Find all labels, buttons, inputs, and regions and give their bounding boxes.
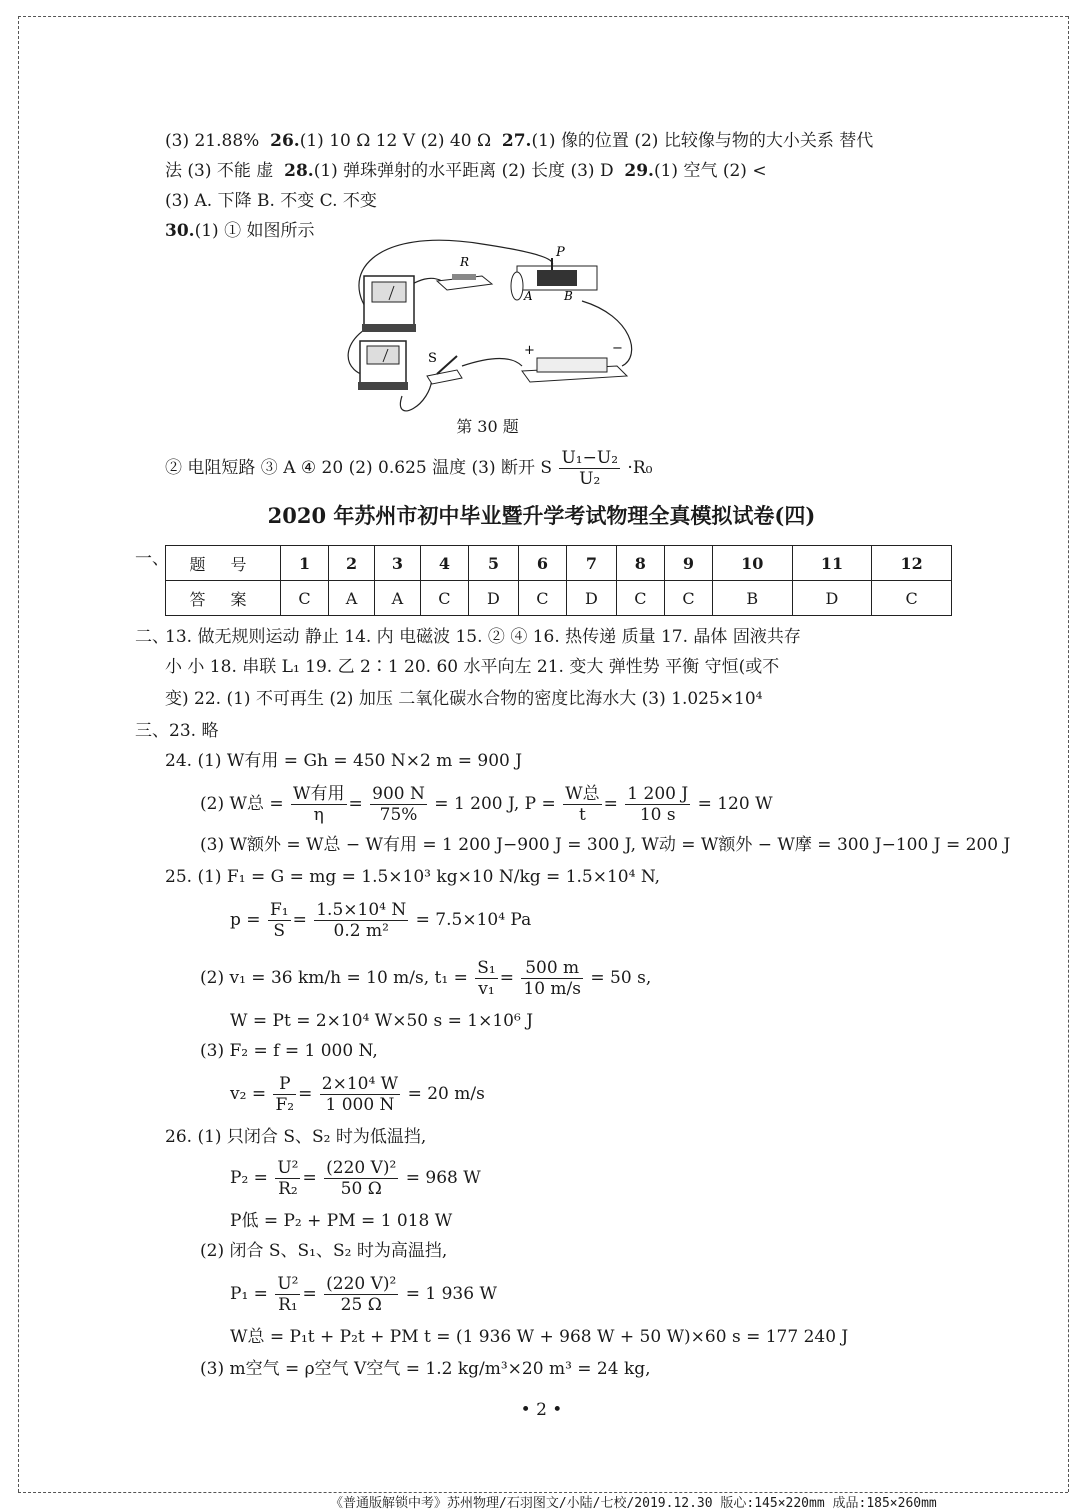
fraction: $\frac{500 m}{10 m/s}$ bbox=[523, 958, 581, 999]
table-cell: 7 bbox=[566, 546, 616, 581]
answer-line-5: ② 电阻短路 ③ A ④ 20 (2) 0.625 温度 (3) 断开 S $\frac{\text{U₁−U₂}}{\text{U₂}}$ ·R₀ bbox=[165, 448, 653, 489]
table-cell: D bbox=[792, 581, 872, 616]
fraction: $\frac{\text{U²}}{\text{R₁}}$ bbox=[277, 1274, 299, 1315]
q25-part1: 25. (1) F₁ = G = mg = 1.5×10³ kg×10 N/kg = 1.5×10⁴ N, bbox=[165, 867, 661, 887]
section-2-line-1: 13. 做无规则运动 静止 14. 内 电磁波 15. ② ④ 16. 热传递 质量 17. 晶体 固液共存 bbox=[165, 627, 801, 647]
table-row bbox=[166, 581, 952, 616]
table-cell: 10 bbox=[712, 546, 792, 581]
resistor-icon bbox=[437, 255, 492, 290]
q25-part3: (3) F₂ = f = 1 000 N, bbox=[200, 1041, 378, 1061]
fraction: $\frac{\text{1.5×10⁴ N}}{\text{0.2 m²}}$ bbox=[316, 900, 407, 941]
label-B: B bbox=[564, 289, 573, 303]
page-border-left bbox=[18, 16, 19, 1492]
q25-velocity: v₂ = $\frac{P}{\text{F₂}}$ = $\frac{\text{2×10⁴ W}}{1 000 N}$ = 20 m/s bbox=[230, 1074, 485, 1115]
page-number: • 2 • bbox=[520, 1400, 563, 1420]
battery-icon bbox=[522, 341, 627, 382]
q26-p2: P₂ = $\frac{\text{U²}}{\text{R₂}}$ = $\frac{\text{(220 V)²}}{50 \Omega}$ = 968 W bbox=[230, 1158, 481, 1199]
table-cell: C bbox=[872, 581, 952, 616]
section-1-label: 一、 bbox=[135, 549, 169, 569]
label-minus: − bbox=[612, 341, 623, 356]
voltmeter-icon bbox=[362, 276, 416, 332]
table-cell: A bbox=[329, 581, 375, 616]
label-R: R bbox=[460, 255, 470, 269]
fraction: $\frac{1 200 J}{10 s}$ bbox=[627, 784, 689, 825]
table-cell: D bbox=[566, 581, 616, 616]
table-cell: C bbox=[616, 581, 664, 616]
table-cell: 11 bbox=[792, 546, 872, 581]
answer-line-2: 法 (3) 不能 虚 28.(1) 弹珠弹射的水平距离 (2) 长度 (3) D 29.(1) 空气 (2) < bbox=[165, 161, 767, 181]
page-border-right bbox=[1068, 16, 1069, 1492]
fraction: $\frac{\text{S₁}}{\text{v₁}}$ bbox=[477, 958, 496, 999]
label-plus: + bbox=[524, 343, 535, 358]
q26-wtotal: W总 = P₁t + P₂t + PM t = (1 936 W + 968 W + 50 W)×60 s = 177 240 J bbox=[230, 1327, 849, 1347]
table-cell: C bbox=[281, 581, 329, 616]
table-cell: D bbox=[468, 581, 518, 616]
label-A: A bbox=[524, 289, 533, 303]
table-cell: 6 bbox=[518, 546, 566, 581]
fraction: $\frac{\text{2×10⁴ W}}{1 000 N}$ bbox=[321, 1074, 399, 1115]
circuit-figure bbox=[332, 236, 642, 416]
table-cell: 2 bbox=[329, 546, 375, 581]
table-cell: 5 bbox=[468, 546, 518, 581]
q26-part1: 26. (1) 只闭合 S、S₂ 时为低温挡, bbox=[165, 1127, 427, 1147]
q26-part3: (3) m空气 = ρ空气 V空气 = 1.2 kg/m³×20 m³ = 24 kg, bbox=[200, 1359, 651, 1379]
answer-line-1: (3) 21.88% 26.(1) 10 Ω 12 V (2) 40 Ω 27.(1) 像的位置 (2) 比较像与物的大小关系 替代 bbox=[165, 131, 874, 151]
label-P: P bbox=[556, 245, 565, 260]
q25-pressure: p = $\frac{\text{F₁}}{S}$ = $\frac{\text{1.5×10⁴ N}}{\text{0.2 m²}}$ = 7.5×10⁴ Pa bbox=[230, 900, 532, 941]
figure-caption: 第 30 题 bbox=[456, 417, 519, 436]
table-cell: B bbox=[712, 581, 792, 616]
table-cell: 1 bbox=[281, 546, 329, 581]
table-cell: 8 bbox=[616, 546, 664, 581]
q25-part2: (2) v₁ = 36 km/h = 10 m/s, t₁ = $\frac{\text{S₁}}{\text{v₁}}$ = $\frac{500 m}{10 m/s}$ = 50 s, bbox=[200, 958, 652, 999]
answer-table bbox=[165, 545, 952, 616]
print-footer: 《普通版解锁中考》苏州物理/石羽图文/小陆/七校/2019.12.30 版心:145×220mm 成品:185×260mm bbox=[330, 1496, 937, 1511]
section-2-label: 二、 bbox=[135, 627, 169, 647]
table-cell: C bbox=[420, 581, 468, 616]
fraction: $\frac{\text{W有用}}{\eta}$ bbox=[293, 784, 345, 825]
fraction: $\frac{\text{U²}}{\text{R₂}}$ bbox=[277, 1158, 299, 1199]
table-cell: 3 bbox=[374, 546, 420, 581]
table-cell: 4 bbox=[420, 546, 468, 581]
answer-line-3: (3) A. 下降 B. 不变 C. 不变 bbox=[165, 191, 377, 211]
table-cell: A bbox=[374, 581, 420, 616]
fraction: $\frac{900 N}{75\%}$ bbox=[372, 784, 425, 825]
section-2-line-3: 变) 22. (1) 不可再生 (2) 加压 二氧化碳水合物的密度比海水大 (3) 1.025×10⁴ bbox=[165, 689, 763, 709]
q25-work: W = Pt = 2×10⁴ W×50 s = 1×10⁶ J bbox=[230, 1011, 534, 1031]
table-cell: C bbox=[518, 581, 566, 616]
q26-p1: P₁ = $\frac{\text{U²}}{\text{R₁}}$ = $\frac{\text{(220 V)²}}{25 \Omega}$ = 1 936 W bbox=[230, 1274, 497, 1315]
fraction: $\frac{\text{(220 V)²}}{50 \Omega}$ bbox=[326, 1158, 397, 1199]
fraction: $\frac{P}{\text{F₂}}$ bbox=[275, 1074, 295, 1115]
switch-icon bbox=[427, 351, 462, 384]
table-row bbox=[166, 546, 952, 581]
fraction: $\frac{\text{W总}}{t}$ bbox=[565, 784, 600, 825]
section-3-line: 三、23. 略 bbox=[135, 721, 219, 741]
answer-line-4: 30.(1) ① 如图所示 bbox=[165, 221, 315, 241]
table-header-answer: 答 案 bbox=[166, 581, 281, 616]
fraction: $\frac{\text{F₁}}{S}$ bbox=[269, 900, 289, 941]
q26-part2: (2) 闭合 S、S₁、S₂ 时为高温挡, bbox=[200, 1241, 448, 1261]
q24-part3: (3) W额外 = W总 − W有用 = 1 200 J−900 J = 300 J, W动 = W额外 − W摩 = 300 J−100 J = 200 J bbox=[200, 835, 1011, 855]
q26-plow: P低 = P₂ + PM = 1 018 W bbox=[230, 1211, 453, 1231]
q24-part2: (2) W总 = $\frac{\text{W有用}}{\eta}$ = $\frac{900 N}{75\%}$ = 1 200 J, P = $\frac{\text{W总}}{t}$ = $\frac{1 200 J}{10 s}$ = 120 W bbox=[200, 784, 773, 825]
rheostat-icon bbox=[511, 245, 597, 303]
page-border-top bbox=[18, 16, 1068, 17]
table-cell: 12 bbox=[872, 546, 952, 581]
exam-title: 2020 年苏州市初中毕业暨升学考试物理全真模拟试卷(四) bbox=[267, 503, 816, 528]
table-header-number: 题 号 bbox=[166, 546, 281, 581]
label-S: S bbox=[428, 351, 437, 366]
section-2-line-2: 小 小 18. 串联 L₁ 19. 乙 2∶1 20. 60 水平向左 21. 变大 弹性势 平衡 守恒(或不 bbox=[165, 657, 780, 677]
table-cell: 9 bbox=[664, 546, 712, 581]
q24-part1: 24. (1) W有用 = Gh = 450 N×2 m = 900 J bbox=[165, 751, 523, 771]
table-cell: C bbox=[664, 581, 712, 616]
ammeter-icon bbox=[358, 341, 408, 390]
fraction: $\frac{\text{U₁−U₂}}{\text{U₂}}$ bbox=[561, 448, 619, 489]
fraction: $\frac{\text{(220 V)²}}{25 \Omega}$ bbox=[326, 1274, 397, 1315]
